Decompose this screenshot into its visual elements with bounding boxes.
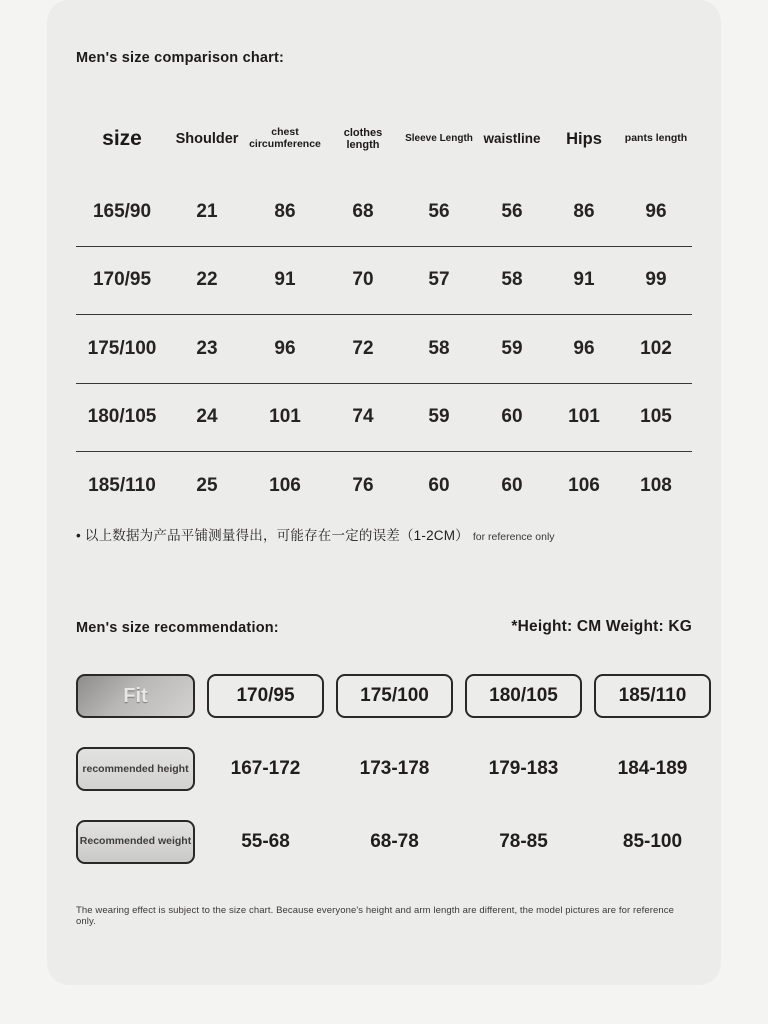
row-label-fit: Fit <box>76 674 195 718</box>
cell-shoulder: 21 <box>168 178 246 246</box>
cell-chest: 101 <box>246 383 324 452</box>
column-header-shoulder: Shoulder <box>175 130 239 147</box>
table-row <box>76 178 692 246</box>
table-row <box>76 383 692 452</box>
cell-pants: 99 <box>620 246 692 315</box>
table-header <box>76 100 692 178</box>
cell-clothes: 74 <box>324 383 402 452</box>
weight-value-1: 55-68 <box>241 831 290 852</box>
height-value-3: 179-183 <box>488 758 559 779</box>
cell-size: 180/105 <box>76 383 168 452</box>
cell-chest: 106 <box>269 474 301 496</box>
cell-chest: 86 <box>246 178 324 246</box>
cell-waist: 56 <box>476 178 548 246</box>
cell-size: 175/100 <box>76 315 168 384</box>
units-note: *Height: CM Weight: KG <box>511 618 692 635</box>
cell-pants: 105 <box>620 383 692 452</box>
height-value-2: 173-178 <box>359 758 430 779</box>
cell-clothes: 72 <box>324 315 402 384</box>
size-option-2[interactable]: 175/100 <box>336 674 453 718</box>
measurement-note-cn: • 以上数据为产品平铺测量得出，可能存在一定的误差（1-2CM） <box>76 528 469 543</box>
cell-size: 170/95 <box>76 246 168 315</box>
cell-chest: 91 <box>246 246 324 315</box>
size-comparison-table <box>76 100 692 520</box>
cell-hips: 101 <box>548 383 620 452</box>
cell-hips: 86 <box>548 178 620 246</box>
cell-hips: 96 <box>548 315 620 384</box>
weight-value-4: 85-100 <box>622 831 683 852</box>
cell-hips: 106 <box>568 474 600 496</box>
size-option-1[interactable]: 170/95 <box>207 674 324 718</box>
cell-pants: 96 <box>620 178 692 246</box>
weight-value-3: 78-85 <box>499 831 548 852</box>
cell-hips: 91 <box>548 246 620 315</box>
column-header-hips: Hips <box>566 129 602 148</box>
column-header-clothes-length: clothes length <box>343 126 383 151</box>
cell-waist: 60 <box>476 383 548 452</box>
recommendation-title: Men's size recommendation: <box>76 620 279 636</box>
recommendation-grid <box>76 672 706 866</box>
cell-size: 165/90 <box>76 178 168 246</box>
cell-clothes: 70 <box>324 246 402 315</box>
table-row <box>76 315 692 384</box>
cell-pants: 108 <box>640 474 672 496</box>
cell-sleeve: 56 <box>402 178 476 246</box>
cell-clothes: 68 <box>324 178 402 246</box>
table-row <box>76 246 692 315</box>
height-value-4: 184-189 <box>617 758 688 779</box>
recommendation-row-weight <box>76 818 706 866</box>
footer-disclaimer: The wearing effect is subject to the size chart. Because everyone's height and arm length are different, the model pictures are for reference only. <box>76 905 675 927</box>
cell-clothes: 76 <box>352 474 374 496</box>
column-header-size: size <box>102 127 142 151</box>
cell-shoulder: 24 <box>168 383 246 452</box>
height-value-1: 167-172 <box>230 758 301 779</box>
table-row <box>76 452 692 520</box>
column-header-sleeve-length: Sleeve Length <box>405 133 473 145</box>
cell-waist: 58 <box>476 246 548 315</box>
cell-waist: 60 <box>501 474 523 496</box>
cell-sleeve: 57 <box>402 246 476 315</box>
cell-shoulder: 23 <box>168 315 246 384</box>
table-header-row <box>76 100 692 178</box>
measurement-note-en: for reference only <box>472 531 555 543</box>
size-option-3[interactable]: 180/105 <box>465 674 582 718</box>
cell-sleeve: 58 <box>402 315 476 384</box>
row-label-recommended-height: recommended height <box>76 747 195 791</box>
row-label-recommended-weight: Recommended weight <box>76 820 195 864</box>
cell-sleeve: 60 <box>428 474 450 496</box>
size-option-4[interactable]: 185/110 <box>594 674 711 718</box>
column-header-waistline: waistline <box>483 131 541 147</box>
column-header-pants-length: pants length <box>624 132 688 145</box>
recommendation-row-height <box>76 745 706 793</box>
cell-shoulder: 22 <box>168 246 246 315</box>
size-comparison-table-wrap <box>76 100 692 520</box>
cell-size: 185/110 <box>88 474 156 496</box>
measurement-note <box>76 524 692 544</box>
recommendation-row-fit <box>76 672 706 720</box>
page-title: Men's size comparison chart: <box>76 50 285 66</box>
cell-pants: 102 <box>620 315 692 384</box>
cell-sleeve: 59 <box>402 383 476 452</box>
table-body <box>76 178 692 520</box>
cell-chest: 96 <box>246 315 324 384</box>
cell-waist: 59 <box>476 315 548 384</box>
column-header-chest-circumference: chest circumference <box>249 126 321 150</box>
cell-shoulder: 25 <box>196 474 218 496</box>
weight-value-2: 68-78 <box>370 831 419 852</box>
